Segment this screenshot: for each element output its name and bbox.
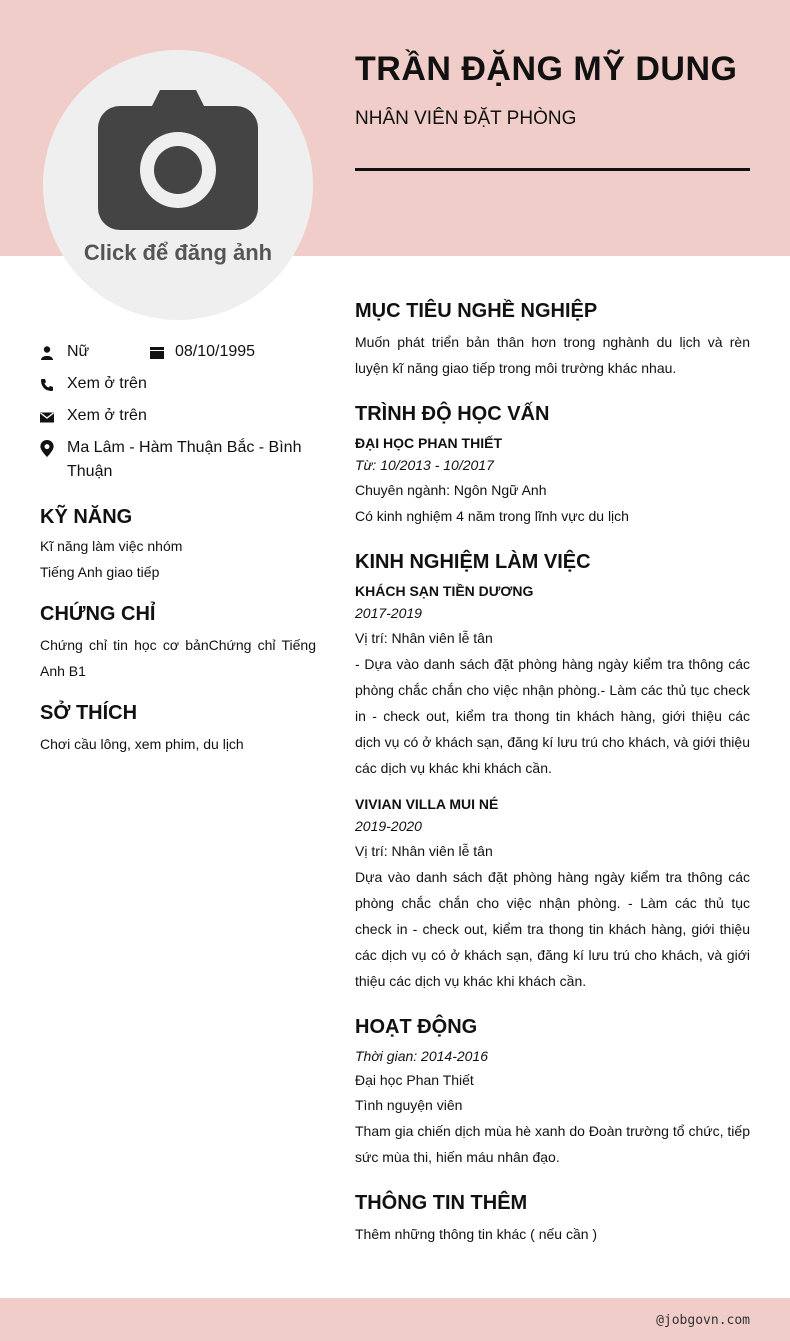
email-row xyxy=(40,404,316,436)
address-row xyxy=(40,436,316,500)
job-entry xyxy=(355,793,750,994)
skills-list xyxy=(40,533,316,585)
education-note: Có kinh nghiệm 4 năm trong lĩnh vực du lịch xyxy=(355,508,629,524)
person-icon xyxy=(40,346,54,360)
education-major: Chuyên ngành: Ngôn Ngữ Anh xyxy=(355,482,547,498)
school-name: ĐẠI HỌC PHAN THIẾT xyxy=(355,435,502,451)
left-column xyxy=(40,340,316,757)
objective-text: Muốn phát triển bản thân hơn trong nghành du lịch và rèn luyện kĩ năng giao tiếp trong môi trường khác nhau. xyxy=(355,334,750,376)
education-heading: TRÌNH ĐỘ HỌC VẤN xyxy=(355,403,550,425)
company-name: KHÁCH SẠN TIỀN DƯƠNG xyxy=(355,583,534,599)
gender-value: Nữ xyxy=(67,343,90,360)
extra-info-text: Thêm những thông tin khác ( nếu cần ) xyxy=(355,1226,598,1242)
certificates-heading: CHỨNG CHỈ xyxy=(40,603,156,625)
right-column xyxy=(355,300,750,1247)
candidate-name: TRẦN ĐẶNG MỸ DUNG xyxy=(355,50,738,88)
activity-period: Thời gian: 2014-2016 xyxy=(355,1048,488,1064)
job-title: NHÂN VIÊN ĐẶT PHÒNG xyxy=(355,108,577,129)
activity-role: Tình nguyện viên xyxy=(355,1097,463,1113)
calendar-icon xyxy=(150,346,164,360)
job-period: 2017-2019 xyxy=(355,605,422,621)
gender-birth-row xyxy=(40,340,316,372)
location-pin-icon xyxy=(40,440,54,457)
skill-item: Kĩ năng làm việc nhóm xyxy=(40,538,183,554)
job-role: Vị trí: Nhân viên lễ tân xyxy=(355,843,493,859)
footer-brand: @jobgovn.com xyxy=(656,1313,750,1328)
activities-heading: HOẠT ĐỘNG xyxy=(355,1016,478,1038)
phone-value: Xem ở trên xyxy=(67,375,147,392)
hobbies-text: Chơi cầu lông, xem phim, du lịch xyxy=(40,736,244,752)
email-value: Xem ở trên xyxy=(67,407,147,424)
skills-heading: KỸ NĂNG xyxy=(40,506,133,528)
address-value: Ma Lâm - Hàm Thuận Bắc - Bình Thuận xyxy=(67,439,302,480)
certificates-text: Chứng chỉ tin học cơ bảnChứng chỉ Tiếng Anh B1 xyxy=(40,637,316,679)
job-period: 2019-2020 xyxy=(355,818,422,834)
job-description: - Dựa vào danh sách đặt phòng hàng ngày kiểm tra thông các phòng chắc chắn cho việc nhận phòng.- Làm các thủ tục check in - check out, kiểm tra thong tin khách hàng, giới thiệu các dịch vụ có ở khách sạn, đăng kí lưu trú cho khách, và giới thiệu các dịch vụ khác khi khách cần. xyxy=(355,656,750,776)
company-name: VIVIAN VILLA MUI NÉ xyxy=(355,796,499,812)
hobbies-heading: SỞ THÍCH xyxy=(40,702,138,724)
birthdate-value: 08/10/1995 xyxy=(175,343,256,360)
activity-description: Tham gia chiến dịch mùa hè xanh do Đoàn trường tổ chức, tiếp sức mùa thi, hiến máu nhân đạo. xyxy=(355,1123,750,1165)
job-description: Dựa vào danh sách đặt phòng hàng ngày kiểm tra thông các phòng chắc chắn cho việc nhận phòng. - Làm các thủ tục check in - check out, kiểm tra thong tin khách hàng, giới thiệu các dịch vụ có ở khách sạn, đăng kí lưu trú cho khách, và giới thiệu các dịch vụ khác khi khách cần. xyxy=(355,869,750,989)
phone-row xyxy=(40,372,316,404)
mail-icon xyxy=(40,410,54,424)
title-divider xyxy=(355,168,750,171)
extra-info-heading: THÔNG TIN THÊM xyxy=(355,1192,528,1214)
activity-organization: Đại học Phan Thiết xyxy=(355,1072,474,1088)
job-entry xyxy=(355,580,750,781)
avatar-upload[interactable] xyxy=(43,50,313,320)
job-role: Vị trí: Nhân viên lễ tân xyxy=(355,630,493,646)
avatar-caption: Click để đăng ảnh xyxy=(83,240,273,265)
experience-heading: KINH NGHIỆM LÀM VIỆC xyxy=(355,551,591,573)
education-period: Từ: 10/2013 - 10/2017 xyxy=(355,457,494,473)
objective-heading: MỤC TIÊU NGHỀ NGHIỆP xyxy=(355,300,598,322)
phone-icon xyxy=(40,378,54,392)
camera-icon xyxy=(98,90,258,230)
skill-item: Tiếng Anh giao tiếp xyxy=(40,564,160,580)
